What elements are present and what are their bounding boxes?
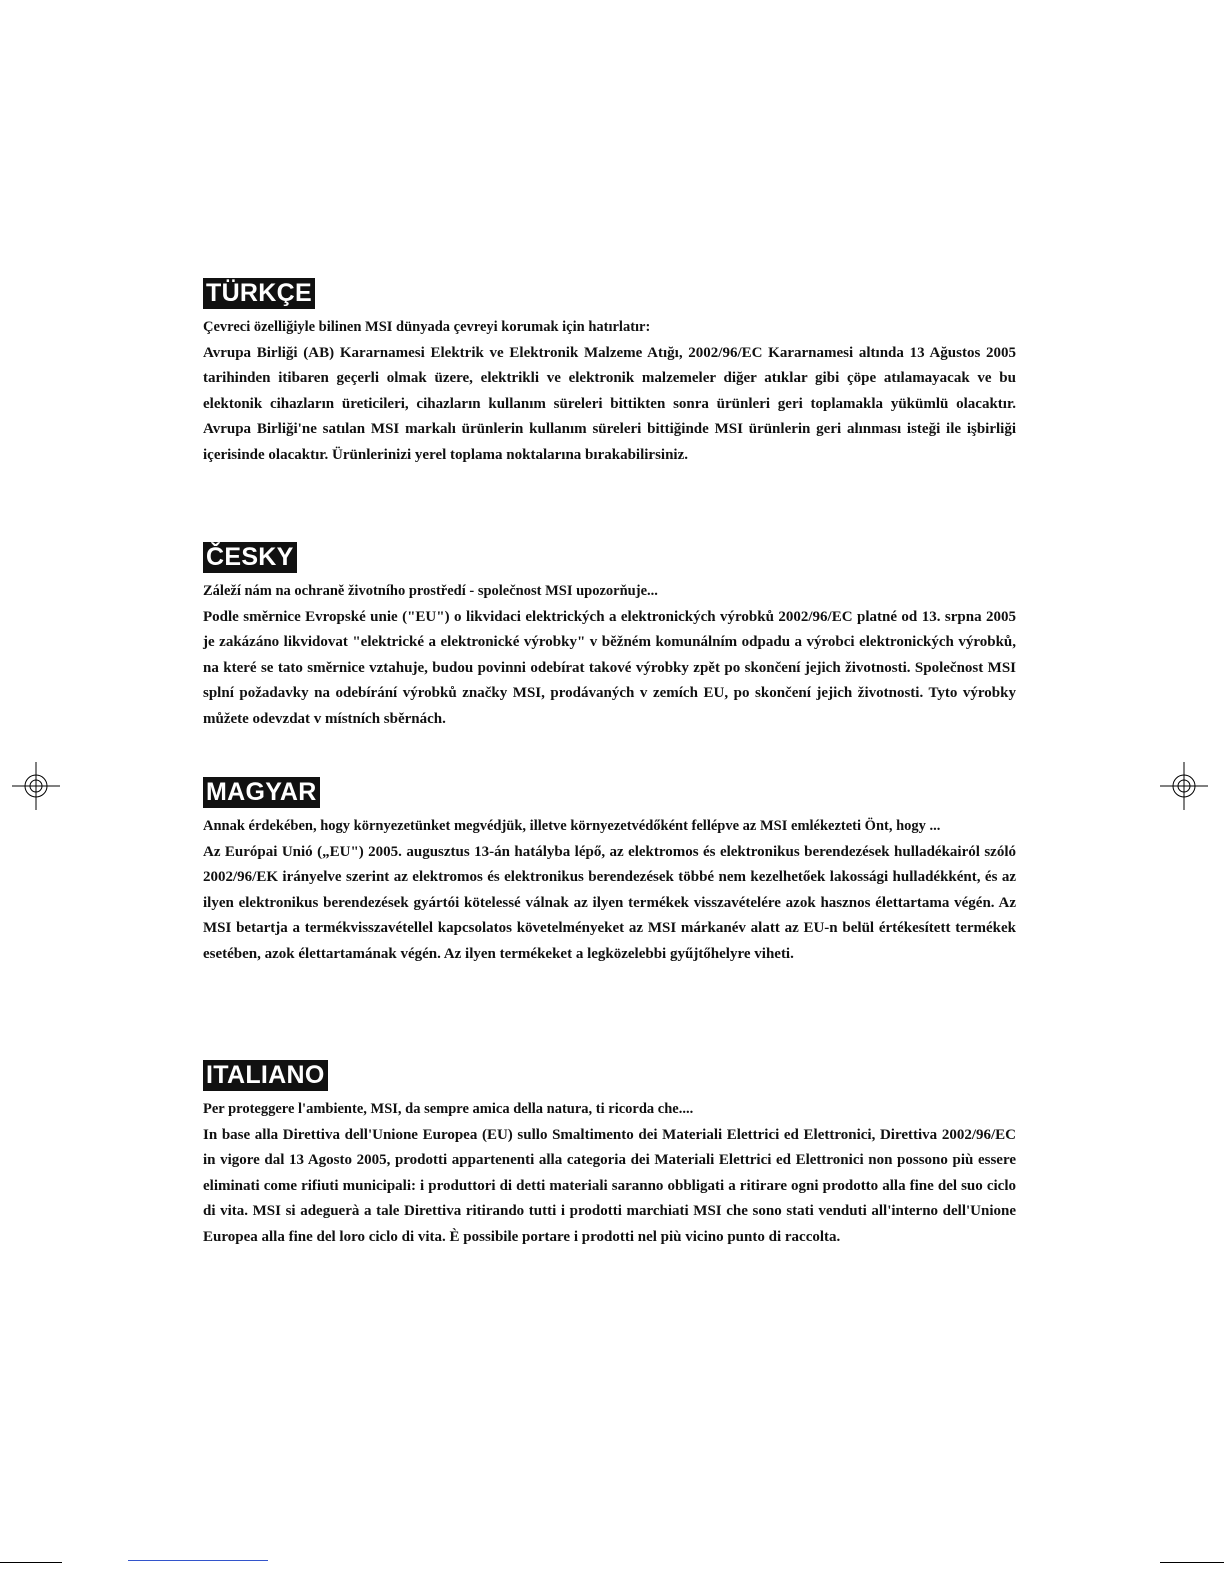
section-czech xyxy=(203,542,1016,732)
heading-czech: ČESKY xyxy=(203,542,297,573)
registration-mark-left-icon xyxy=(12,762,60,810)
crop-mark-bottom-right xyxy=(1160,1562,1224,1563)
trim-line-bottom xyxy=(128,1560,268,1561)
crop-mark-bottom-left xyxy=(0,1562,62,1563)
section-turkish xyxy=(203,278,1016,468)
body-czech: Podle směrnice Evropské unie ("EU") o likvidaci elektrických a elektronických výrobků 2002/96/EC platné od 13. srpna 2005 je zakázáno likvidovat "elektrické a elektronické výrobky" v běžném komunálním odpadu a výrobci elektronických výrobků, na které se tato směrnice vztahuje, budou povinni odebírat takové výrobky zpět po skončení jejich životnosti. Společnost MSI splní požadavky na odebírání výrobků značky MSI, prodávaných v zemích EU, po skončení jejich životnosti. Tyto výrobky můžete odevzdat v místních sběrnách. xyxy=(203,608,1016,727)
intro-czech: Záleží nám na ochraně životního prostředí - společnost MSI upozorňuje... xyxy=(203,583,658,599)
body-italian: In base alla Direttiva dell'Unione Europea (EU) sullo Smaltimento dei Materiali Elettrici ed Elettronici, Direttiva 2002/96/EC in vigore dal 13 Agosto 2005, prodotti appartenenti alla categoria dei Materiali Elettrici ed Elettronici non possono più essere eliminati come rifiuti municipali: i produttori di detti materiali saranno obbligati a ritirare ogni prodotto alla fine del suo ciclo di vita. MSI si adeguerà a tale Direttiva ritirando tutti i prodotti marchiati MSI che sono stati venduti all'interno dell'Unione Europea alla fine del loro ciclo di vita. È possibile portare i prodotti nel più vicino punto di raccolta. xyxy=(203,1126,1016,1245)
heading-italian: ITALIANO xyxy=(203,1060,328,1091)
body-hungarian: Az Európai Unió („EU") 2005. augusztus 13-án hatályba lépő, az elektromos és elektronikus berendezések hulladékairól szóló 2002/96/EK irányelve szerint az elektromos és elektronikus berendezések többé nem kezelhetőek lakossági hulladékként, és az ilyen elektronikus berendezések gyártói kötelessé válnak az ilyen termékek visszavételére azok hasznos élettartama végén. Az MSI betartja a termékvisszavétellel kapcsolatos követelményeket az MSI márkanév alatt az EU-n belül értékesített termékek esetében, azok élettartamának végén. Az ilyen termékeket a legközelebbi gyűjtőhelyre viheti. xyxy=(203,843,1016,962)
registration-mark-right-icon xyxy=(1160,762,1208,810)
section-italian xyxy=(203,1060,1016,1250)
body-turkish: Avrupa Birliği (AB) Kararnamesi Elektrik ve Elektronik Malzeme Atığı, 2002/96/EC Kararnamesi altında 13 Ağustos 2005 tarihinden itibaren geçerli olmak üzere, elektrikli ve elektronik malzemeler diğer atıklar gibi çöpe atılamayacak ve bu elektonik cihazların üreticileri, cihazların kullanım süreleri bittikten sonra ürünleri geri toplamakla yükümlü olacaktır. Avrupa Birliği'ne satılan MSI markalı ürünlerin kullanım süreleri bittiğinde MSI ürünlerin geri alınması isteği ile işbirliği içerisinde olacaktır. Ürünlerinizi yerel toplama noktalarına bırakabilirsiniz. xyxy=(203,344,1016,463)
heading-hungarian: MAGYAR xyxy=(203,777,320,808)
heading-turkish: TÜRKÇE xyxy=(203,278,315,309)
intro-hungarian: Annak érdekében, hogy környezetünket megvédjük, illetve környezetvédőként fellépve az MSI emlékezteti Önt, hogy ... xyxy=(203,818,941,834)
intro-italian: Per proteggere l'ambiente, MSI, da sempre amica della natura, ti ricorda che.... xyxy=(203,1101,694,1117)
intro-turkish: Çevreci özelliğiyle bilinen MSI dünyada çevreyi korumak için hatırlatır: xyxy=(203,319,651,335)
section-hungarian xyxy=(203,777,1016,967)
